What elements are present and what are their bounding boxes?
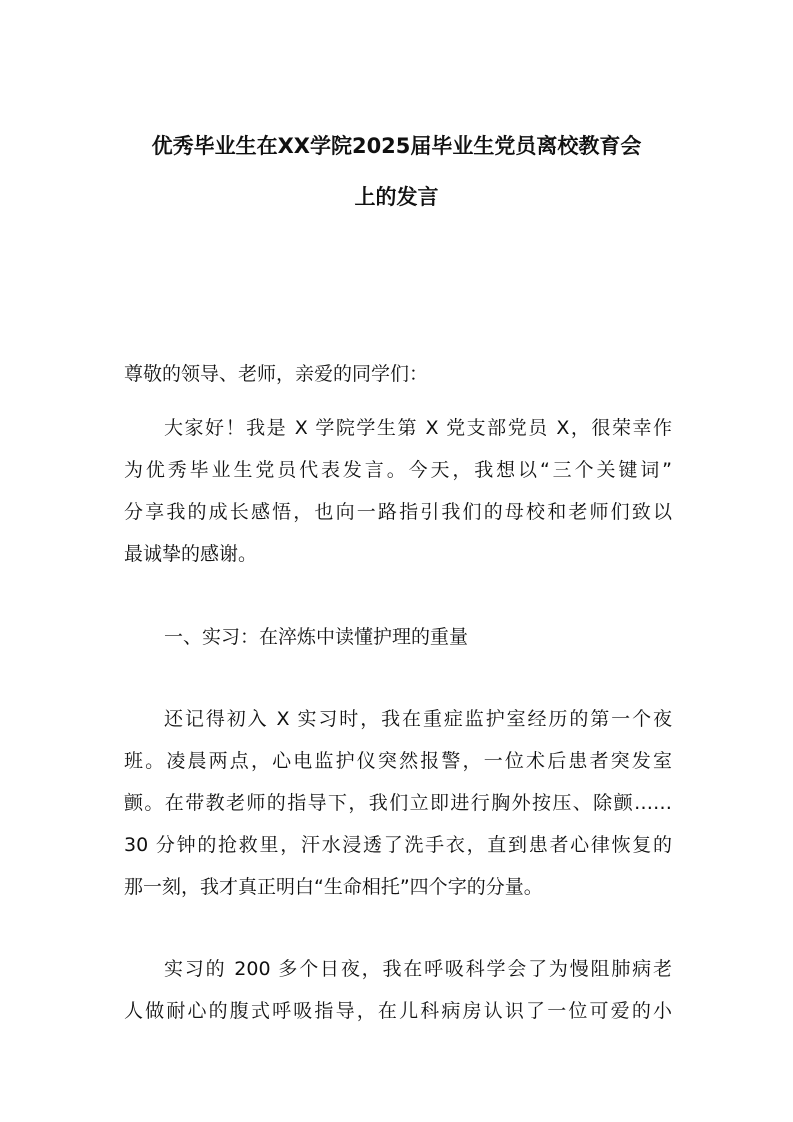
greeting: 尊敬的领导、老师，亲爱的同学们： (124, 363, 429, 385)
text-line: 还记得初入 X 实习时，我在重症监护室经历的第一个夜 (164, 708, 672, 730)
text-line: 大家好！我是 X 学院学生第 X 党支部党员 X，很荣幸作 (164, 417, 672, 439)
title-line-1: 优秀毕业生在XX学院2025届毕业生党员离校教育会 (151, 134, 642, 158)
text-line: 人做耐心的腹式呼吸指导，在儿科病房认识了一位可爱的小 (124, 1000, 672, 1022)
text-line: 颤。在带教老师的指导下，我们立即进行胸外按压、除颤…… (124, 792, 672, 814)
text-line: 实习的 200 多个日夜，我在呼吸科学会了为慢阻肺病老 (164, 958, 672, 980)
text-line: 最诚挚的感谢。 (124, 543, 258, 565)
text-line: 班。凌晨两点，心电监护仪突然报警，一位术后患者突发室 (124, 750, 672, 772)
text-line: 为优秀毕业生党员代表发言。今天，我想以“三个关键词” (124, 459, 672, 481)
title-line-2: 上的发言 (354, 185, 439, 209)
section-heading: 一、实习：在淬炼中读懂护理的重量 (164, 626, 469, 648)
text-line: 30 分钟的抢救里，汗水浸透了洗手衣，直到患者心律恢复的 (124, 834, 672, 856)
text-line: 分享我的成长感悟，也向一路指引我们的母校和老师们致以 (124, 501, 672, 523)
text-line: 那一刻，我才真正明白“生命相托”四个字的分量。 (124, 876, 543, 898)
